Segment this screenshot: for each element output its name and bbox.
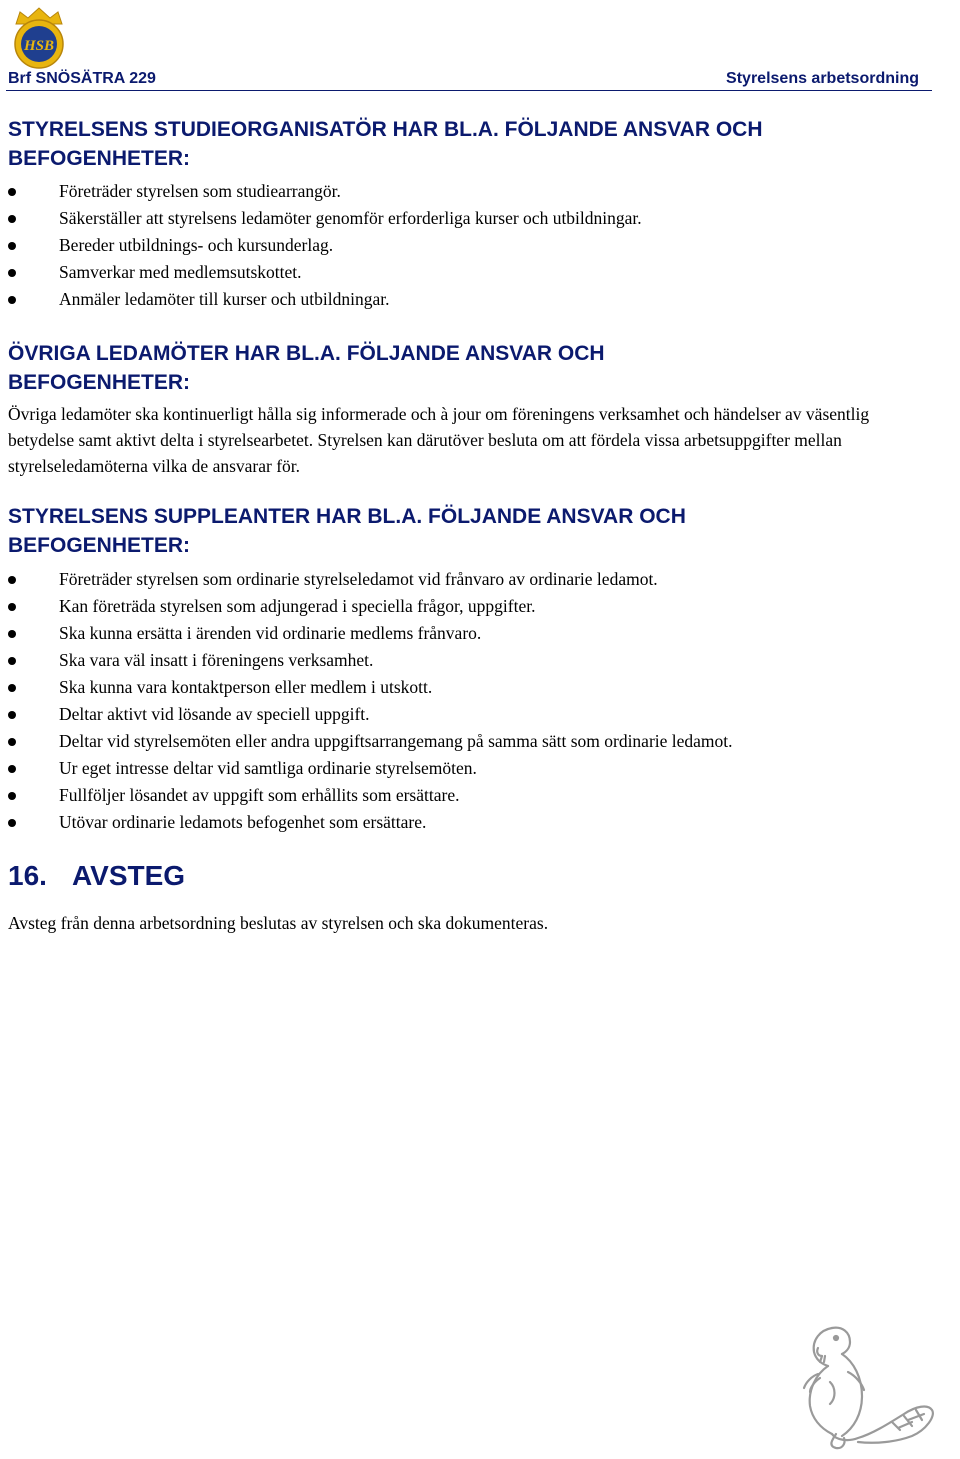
section-heading-ovriga-ledamoter: ÖVRIGA LEDAMÖTER HAR BL.A. FÖLJANDE ANSVAR OCH BEFOGENHETER: (8, 342, 605, 394)
list-item: Företräder styrelsen som studiearrangör. (0, 178, 940, 205)
list-item: Ur eget intresse deltar vid samtliga ordinarie styrelsemöten. (0, 755, 940, 782)
list-item: Företräder styrelsen som ordinarie styrelseledamot vid frånvaro av ordinarie ledamot. (0, 566, 940, 593)
list-item: Säkerställer att styrelsens ledamöter genomför erforderliga kurser och utbildningar. (0, 205, 940, 232)
list-item: Samverkar med medlemsutskottet. (0, 259, 940, 286)
section-heading-studieorganisator: STYRELSENS STUDIEORGANISATÖR HAR BL.A. FÖLJANDE ANSVAR OCH BEFOGENHETER: (8, 118, 763, 170)
list-item: Ska kunna ersätta i ärenden vid ordinarie medlems frånvaro. (0, 620, 940, 647)
ovriga-ledamoter-paragraph: Övriga ledamöter ska kontinuerligt hålla sig informerade och à jour om föreningens verksamhet och händelser av väsentlig betydelse samt aktivt delta i styrelsearbetet. Styrelsen kan därutöver besluta om att fördela vissa arbetsuppgifter mellan styrelseledamöterna vilka de ansvarar för. (8, 404, 870, 476)
section-heading-avsteg: 16. AVSTEG (8, 860, 186, 891)
studieorganisator-list (0, 178, 940, 313)
section-heading-suppleanter: STYRELSENS SUPPLEANTER HAR BL.A. FÖLJANDE ANSVAR OCH BEFOGENHETER: (8, 505, 686, 557)
avsteg-paragraph: Avsteg från denna arbetsordning beslutas av styrelsen och ska dokumenteras. (8, 913, 549, 933)
list-item: Ska kunna vara kontaktperson eller medlem i utskott. (0, 674, 940, 701)
list-item: Utövar ordinarie ledamots befogenhet som ersättare. (0, 809, 940, 836)
list-item: Deltar vid styrelsemöten eller andra uppgiftsarrangemang på samma sätt som ordinarie ledamot. (0, 728, 940, 755)
organization-name: Brf SNÖSÄTRA 229 (8, 70, 156, 87)
list-item: Fullföljer lösandet av uppgift som erhållits som ersättare. (0, 782, 940, 809)
hsb-logo (6, 4, 72, 70)
document-name: Styrelsens arbetsordning (726, 70, 919, 87)
svg-text:HSB: HSB (23, 38, 55, 54)
list-item: Bereder utbildnings- och kursunderlag. (0, 232, 940, 259)
list-item: Kan företräda styrelsen som adjungerad i speciella frågor, uppgifter. (0, 593, 940, 620)
page-header (0, 0, 960, 92)
header-divider (6, 90, 932, 91)
suppleanter-list (0, 566, 940, 836)
list-item: Deltar aktivt vid lösande av speciell uppgift. (0, 701, 940, 728)
list-item: Anmäler ledamöter till kurser och utbildningar. (0, 286, 940, 313)
beaver-illustration (792, 1318, 942, 1453)
list-item: Ska vara väl insatt i föreningens verksamhet. (0, 647, 940, 674)
